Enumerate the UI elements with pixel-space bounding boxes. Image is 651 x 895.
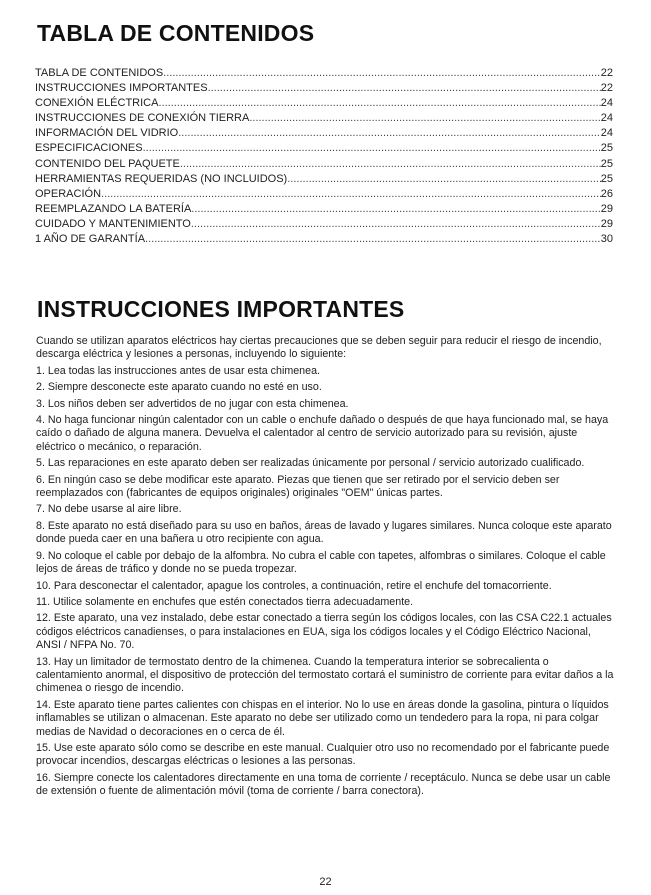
toc-entry-label: INFORMACIÓN DEL VIDRIO — [35, 127, 179, 140]
toc-entry-page: 24 — [600, 127, 613, 140]
intro-paragraph: Cuando se utilizan aparatos eléctricos hay ciertas precauciones que se deben seguir para reducir el riesgo de incendio, descarga eléctrica y lesiones a personas, incluyendo lo siguiente: — [36, 335, 602, 361]
instruction-item: 9. No coloque el cable por debajo de la alfombra. No cubra el cable con tapetes, alfombras o similares. Coloque el cable lejos de áreas de tráfico y donde no se pueda tropezar. — [36, 549, 606, 576]
toc-entry-page: 29 — [600, 202, 613, 215]
toc-leader-dots — [145, 232, 601, 247]
toc-entry-label: INSTRUCCIONES IMPORTANTES — [35, 82, 208, 95]
toc-entry[interactable] — [35, 172, 613, 187]
toc-entry-page: 22 — [600, 82, 613, 95]
toc-entry[interactable] — [35, 111, 613, 126]
instruction-item: 15. Use este aparato sólo como se describe en este manual. Cualquier otro uso no recomendado por el fabricante puede provocar incendios, descargas eléctricas o lesiones a las personas. — [36, 741, 610, 768]
instruction-item: 11. Utilice solamente en enchufes que estén conectados tierra adecuadamente. — [36, 595, 414, 608]
toc-entry[interactable] — [35, 157, 613, 172]
instruction-item: 14. Este aparato tiene partes calientes con chispas en el interior. No lo use en áreas donde la gasolina, pintura o líquidos inflamables se utilizan o almacenan. Este aparato no debe ser utilizado como un tendedero para la ropa, ni para colgar medias de Navidad o decoraciones en o cerca de él. — [36, 698, 609, 738]
toc-leader-dots — [191, 217, 601, 232]
toc-entry-page: 25 — [600, 157, 613, 170]
toc-entry[interactable] — [35, 96, 613, 111]
toc-entry[interactable] — [35, 141, 613, 156]
toc-leader-dots — [158, 96, 600, 111]
toc-entry[interactable] — [35, 81, 613, 96]
instruction-item: 12. Este aparato, una vez instalado, debe estar conectado a tierra según los códigos locales, con las CSA C22.1 actuales códigos eléctricos canadienses, o para instalaciones en EUA, siga los códigos locales y el Código Eléctrico Nacional, ANSI / NFPA No. 70. — [36, 612, 612, 652]
toc-list — [35, 66, 613, 247]
toc-entry-label: OPERACIÓN — [35, 187, 102, 200]
instruction-item: 1. Lea todas las instrucciones antes de usar esta chimenea. — [36, 364, 320, 377]
toc-leader-dots — [101, 187, 601, 202]
toc-entry-label: CONTENIDO DEL PAQUETE — [35, 157, 180, 170]
toc-leader-dots — [249, 111, 600, 126]
toc-leader-dots — [208, 81, 601, 96]
instruction-item: 7. No debe usarse al aire libre. — [36, 503, 182, 516]
toc-entry-label: INSTRUCCIONES DE CONEXIÓN TIERRA — [35, 112, 250, 125]
toc-entry-label: CUIDADO Y MANTENIMIENTO — [35, 217, 191, 230]
instruction-item: 3. Los niños deben ser advertidos de no jugar con esta chimenea. — [36, 397, 349, 410]
toc-leader-dots — [178, 126, 601, 141]
toc-entry-page: 25 — [600, 172, 613, 185]
toc-entry-label: 1 AÑO DE GARANTÍA — [35, 233, 146, 246]
toc-entry-page: 26 — [600, 187, 613, 200]
toc-entry-label: REEMPLAZANDO LA BATERÍA — [35, 202, 192, 215]
toc-leader-dots — [287, 172, 601, 187]
toc-entry-label: TABLA DE CONTENIDOS — [35, 67, 164, 79]
instruction-item: 8. Este aparato no está diseñado para su uso en baños, áreas de lavado y lugares similares. Nunca coloque este aparato donde pueda caer en una bañera u otro recipiente con agua. — [36, 519, 612, 546]
toc-entry[interactable] — [35, 66, 613, 81]
toc-entry-page: 24 — [600, 97, 613, 110]
toc-entry-label: ESPECIFICACIONES — [35, 142, 143, 155]
instruction-item: 6. En ningún caso se debe modificar este aparato. Piezas que tienen que ser retirado por el servicio deben ser reemplazados con (fabricantes de equipos originales) originales "OEM" únicas partes. — [36, 473, 560, 500]
instruction-item: 5. Las reparaciones en este aparato deben ser realizadas únicamente por personal / servicio autorizado cualificado. — [36, 457, 585, 470]
toc-leader-dots — [143, 141, 601, 156]
toc-entry[interactable] — [35, 202, 613, 217]
instructions-body — [36, 335, 614, 802]
instruction-item: 10. Para desconectar el calentador, apague los controles, a continuación, retire el enchufe del tomacorriente. — [36, 579, 552, 592]
toc-entry-label: CONEXIÓN ELÉCTRICA — [35, 97, 159, 110]
toc-entry[interactable] — [35, 232, 613, 247]
toc-entry[interactable] — [35, 187, 613, 202]
toc-leader-dots — [180, 157, 601, 172]
toc-entry-label: HERRAMIENTAS REQUERIDAS (NO INCLUIDOS) — [35, 172, 288, 185]
instruction-item: 2. Siempre desconecte este aparato cuando no esté en uso. — [36, 381, 322, 394]
toc-title: TABLA DE CONTENIDOS — [37, 20, 315, 46]
toc-entry-page: 25 — [600, 142, 613, 155]
toc-entry[interactable] — [35, 217, 613, 232]
toc-entry-page: 29 — [600, 217, 613, 230]
toc-leader-dots — [163, 66, 601, 81]
toc-leader-dots — [191, 202, 600, 217]
toc-entry-page: 30 — [600, 233, 613, 246]
toc-entry-page: 24 — [600, 112, 613, 125]
page-number: 22 — [319, 876, 332, 888]
instruction-item: 13. Hay un limitador de termostato dentro de la chimenea. Cuando la temperatura interior se sobrecalienta o calentamiento anormal, el dispositivo de protección del termostato cortará el suministro de corriente para evitar daños a la chimenea o riesgo de incendio. — [36, 655, 614, 695]
instruction-item: 16. Siempre conecte los calentadores directamente en una toma de corriente / receptáculo. Nunca se debe usar un cable de extensión o fuente de alimentación móvil (toma de corriente / barra conectora). — [36, 771, 611, 798]
section-title: INSTRUCCIONES IMPORTANTES — [37, 296, 405, 322]
toc-entry[interactable] — [35, 126, 613, 141]
toc-entry-page: 22 — [600, 67, 613, 79]
instruction-item: 4. No haga funcionar ningún calentador con un cable o enchufe dañado o después de que haya funcionado mal, se haya caído o dañado de alguna manera. Devuelva el calentador al centro de servicio autorizado para su revisión, ajuste eléctrico o mecánico, o reparación. — [36, 414, 609, 453]
